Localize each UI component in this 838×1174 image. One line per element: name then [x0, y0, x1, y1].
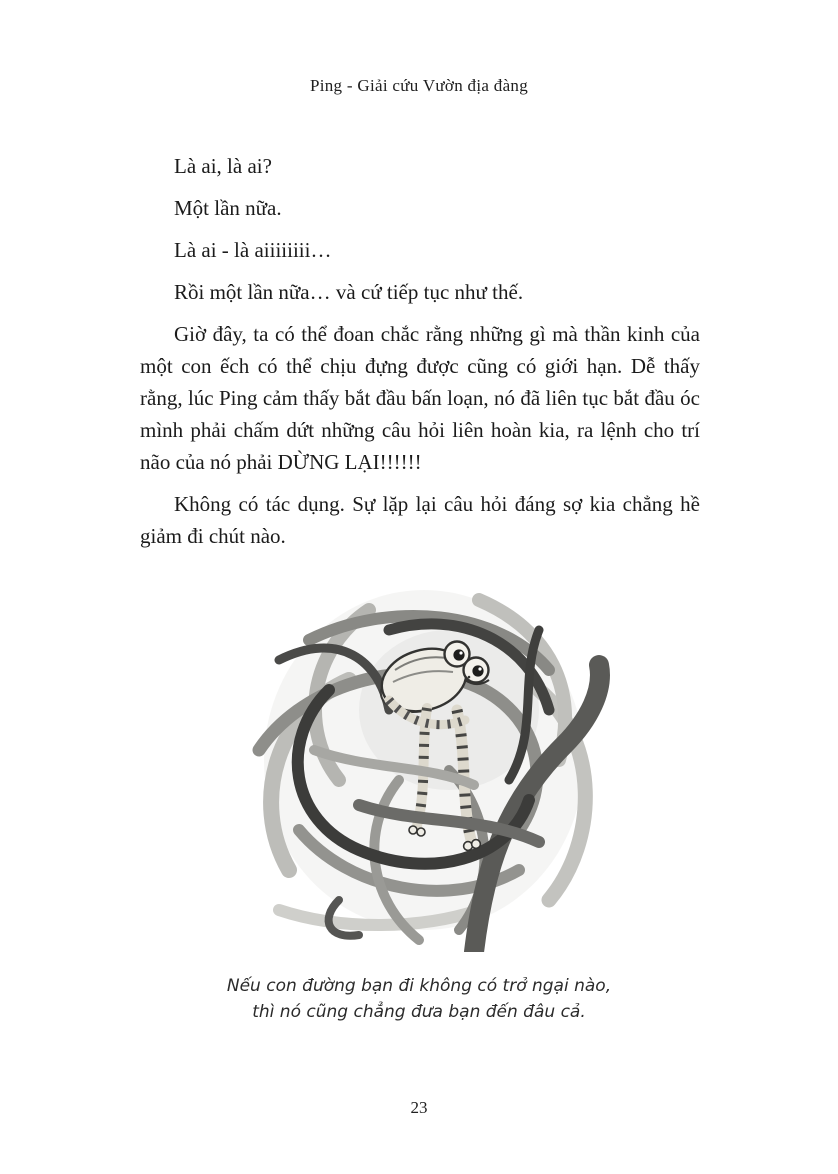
- frog-tangled-in-vines-illustration: [219, 570, 619, 952]
- paragraph: Là ai, là ai?: [174, 154, 272, 178]
- paragraph: Rồi một lần nữa… và cứ tiếp tục như thế.: [174, 280, 524, 304]
- figure: [0, 570, 838, 957]
- running-head: Ping - Giải cứu Vườn địa đàng: [309, 76, 529, 95]
- page-number: 23: [410, 1098, 428, 1117]
- paragraph: Là ai - là aiiiiiiii…: [174, 238, 332, 262]
- paragraph: Một lần nữa.: [174, 196, 282, 220]
- paragraph: Không có tác dụng. Sự lặp lại câu hỏi đáng sợ kia chẳng hề giảm đi chút nào.: [140, 492, 700, 548]
- caption-line: Nếu con đường bạn đi không có trở ngại nào,: [226, 976, 612, 996]
- body-text: [140, 150, 700, 552]
- figure-caption: [0, 973, 838, 1025]
- caption-line: thì nó cũng chẳng đưa bạn đến đâu cả.: [252, 1002, 586, 1022]
- paragraph: Giờ đây, ta có thể đoan chắc rằng những gì mà thần kinh của một con ếch có thể chịu đựng được cũng có giới hạn. Dễ thấy rằng, lúc Ping cảm thấy bắt đầu bấn loạn, nó đã liên tục bắt đầu óc mình phải chấm dứt những câu hỏi liên hoàn kia, ra lệnh cho trí não của nó phải DỪNG LẠI!!!!!!: [140, 322, 700, 474]
